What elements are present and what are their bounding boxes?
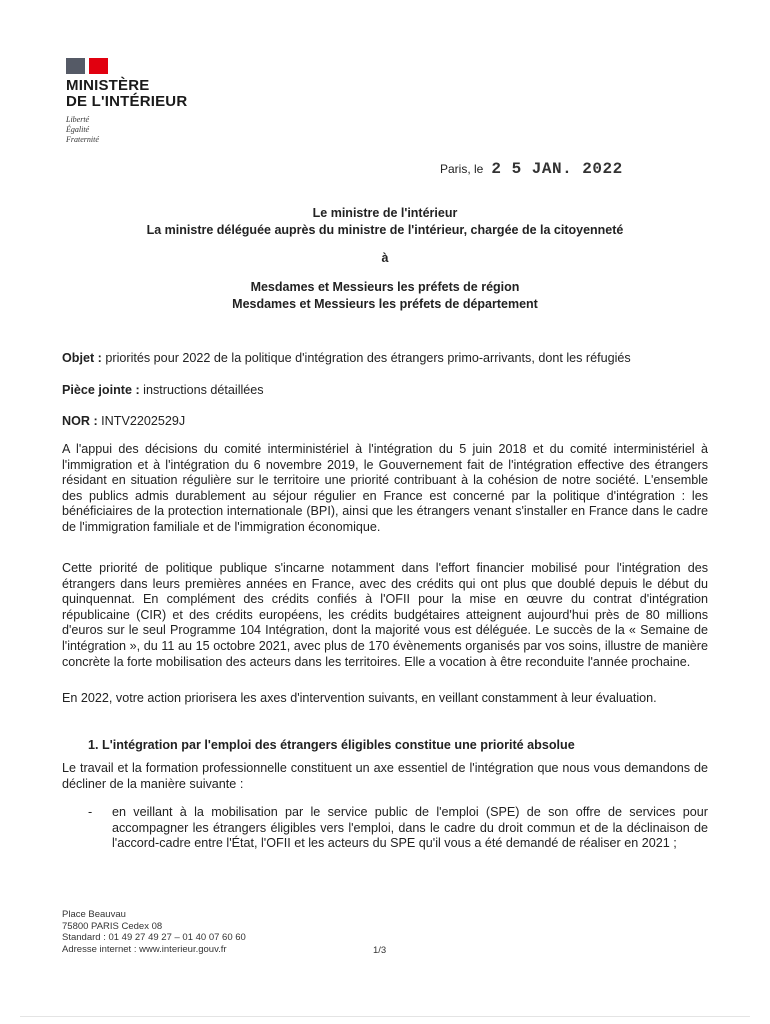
date-prefix: Paris, le — [440, 162, 484, 176]
nor-line: NOR : INTV2202529J — [62, 414, 186, 428]
piece-jointe-line: Pièce jointe : instructions détaillées — [62, 383, 264, 397]
paragraph-1: A l'appui des décisions du comité interministériel à l'intégration du 5 juin 2018 et du comité interministériel à l'immigration et à l'intégration du 6 novembre 2019, le Gouvernement fait de l'intégration effective des étrangers résidant en situation régulière sur le territoire une priorité contribuant à la cohésion de notre société. L'ensemble des publics admis durablement au séjour régulier en France est concerné par la politique d'intégration : les bénéficiaires de la protection internationale (BPI), ainsi que les étrangers venant s'installer en France dans le cadre de l'immigration familiale et de l'immigration économique. — [62, 442, 708, 534]
marianne-flag-icon — [66, 58, 108, 74]
sender-2: La ministre déléguée auprès du ministre de l'intérieur, chargée de la citoyenneté — [146, 223, 624, 237]
republic-motto: Liberté Égalité Fraternité — [66, 115, 99, 144]
senders — [60, 205, 710, 239]
recipient-2: Mesdames et Messieurs les préfets de département — [232, 297, 538, 311]
date-line — [440, 160, 623, 178]
paragraph-3: En 2022, votre action priorisera les axes d'intervention suivants, en veillant constamment à leur évaluation. — [62, 691, 657, 705]
to-word: à — [381, 251, 389, 265]
ministry-logo — [66, 58, 187, 145]
sender-1: Le ministre de l'intérieur — [312, 206, 458, 220]
section-heading-1: 1. L'intégration par l'emploi des étrangers éligibles constitue une priorité absolue — [88, 738, 575, 752]
recipients — [60, 279, 710, 313]
date-stamp: 2 5 JAN. 2022 — [491, 160, 623, 178]
footer-address: Place Beauvau 75800 PARIS Cedex 08 Standard : 01 49 27 49 27 – 01 40 07 60 60 Adresse internet : www.interieur.gouv.fr — [62, 909, 246, 955]
paragraph-2: Cette priorité de politique publique s'incarne notamment dans l'effort financier mobilisé pour l'intégration des étrangers dans leurs premières années en France, avec des crédits qui ont plus que doublé depuis le début du quinquennat. En complément des crédits confiés à l'OFII pour la mise en œuvre du contrat d'intégration républicaine (CIR) et des crédits européens, les crédits budgétaires atteignent aujourd'hui près de 80 millions d'euros sur le seul Programme 104 Intégration, dont la majorité vous est déléguée. Le succès de la « Semaine de l'intégration », du 11 au 15 octobre 2021, avec plus de 170 évènements organisés par vos soins, illustre de manière concrète la forte mobilisation des acteurs dans les territoires. Elle a vocation à être reconduite l'année prochaine. — [62, 561, 708, 669]
scan-edge-divider — [20, 1016, 750, 1017]
ministry-name: MINISTÈRE DE L'INTÉRIEUR — [66, 77, 188, 110]
bullet-text: en veillant à la mobilisation par le service public de l'emploi (SPE) de son offre de services pour accompagner les étrangers éligibles vers l'emploi, dans le cadre du droit commun et de la déclinaison de l'accord-cadre entre l'État, l'OFII et les acteurs du SPE qu'il vous a été demandé de réaliser en 2021 ; — [112, 805, 708, 851]
page-number: 1/3 — [373, 945, 387, 956]
bullet-dash: - — [88, 805, 93, 819]
paragraph-4: Le travail et la formation professionnelle constituent un axe essentiel de l'intégration que nous vous demandons de décliner de la manière suivante : — [62, 761, 708, 791]
list-item — [88, 805, 708, 852]
recipient-1: Mesdames et Messieurs les préfets de région — [250, 280, 520, 294]
objet-line: Objet : priorités pour 2022 de la politique d'intégration des étrangers primo-arrivants, dont les réfugiés — [62, 351, 631, 365]
